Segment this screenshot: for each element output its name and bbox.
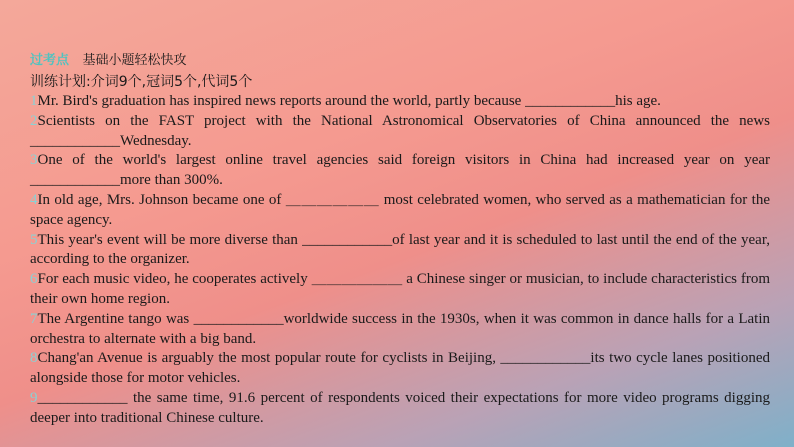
question-text: Chang'an Avenue is arguably the most popular route for cyclists in Beijing, ____________its two cycle lanes positioned alongside those for motor vehicles. (30, 350, 770, 387)
question-number: 5 (30, 231, 38, 248)
question-text: The Argentine tango was ____________worldwide success in the 1930s, when it was common in dance halls for a Latin orchestra to alternate with a big band. (30, 310, 770, 347)
question-number: 6 (30, 271, 38, 288)
question-list (30, 92, 770, 429)
question-text: Mr. Bird's graduation has inspired news reports around the world, partly because ____________his age. (37, 93, 661, 109)
question-item (30, 270, 770, 310)
question-text: ____________ the same time, 91.6 percent of respondents voiced their expectations for more video programs digging deeper into traditional Chinese culture. (30, 389, 770, 426)
training-plan-text: :介词9个,冠词5个,代词5个 (86, 74, 253, 90)
question-number: 8 (30, 350, 38, 367)
training-plan-label: 训练计划 (30, 74, 86, 90)
question-item (30, 349, 770, 389)
section-title: 基础小题轻松快攻 (82, 53, 187, 68)
question-text: Scientists on the FAST project with the National Astronomical Observatories of China announced the news ____________Wednesday. (30, 112, 770, 149)
question-number: 3 (30, 152, 38, 169)
question-item (30, 92, 770, 112)
section-tag: 过考点 (30, 53, 70, 68)
question-item (30, 151, 770, 191)
question-number: 4 (30, 191, 38, 208)
question-number: 9 (30, 389, 38, 406)
question-number: 7 (30, 310, 38, 327)
question-text: For each music video, he cooperates actively ＿＿＿＿＿＿ a Chinese singer or musician, to include characteristics from their own home region. (30, 271, 770, 307)
question-text: In old age, Mrs. Johnson became one of ＿＿＿＿＿＿ most celebrated women, who served as a mathematician for the space agency. (30, 191, 770, 228)
question-text: One of the world's largest online travel agencies said foreign visitors in China had increased year on year ____________more than 300%. (30, 152, 770, 189)
training-plan (30, 73, 252, 91)
question-item (30, 112, 770, 152)
question-item (30, 310, 770, 350)
question-number: 1 (30, 93, 38, 109)
question-item (30, 191, 770, 231)
question-item (30, 231, 770, 271)
section-header (30, 52, 187, 70)
question-text: This year's event will be more diverse than ____________of last year and it is scheduled to last until the end of the year, according to the organizer. (30, 231, 770, 268)
question-item (30, 389, 770, 429)
question-number: 2 (30, 112, 38, 129)
